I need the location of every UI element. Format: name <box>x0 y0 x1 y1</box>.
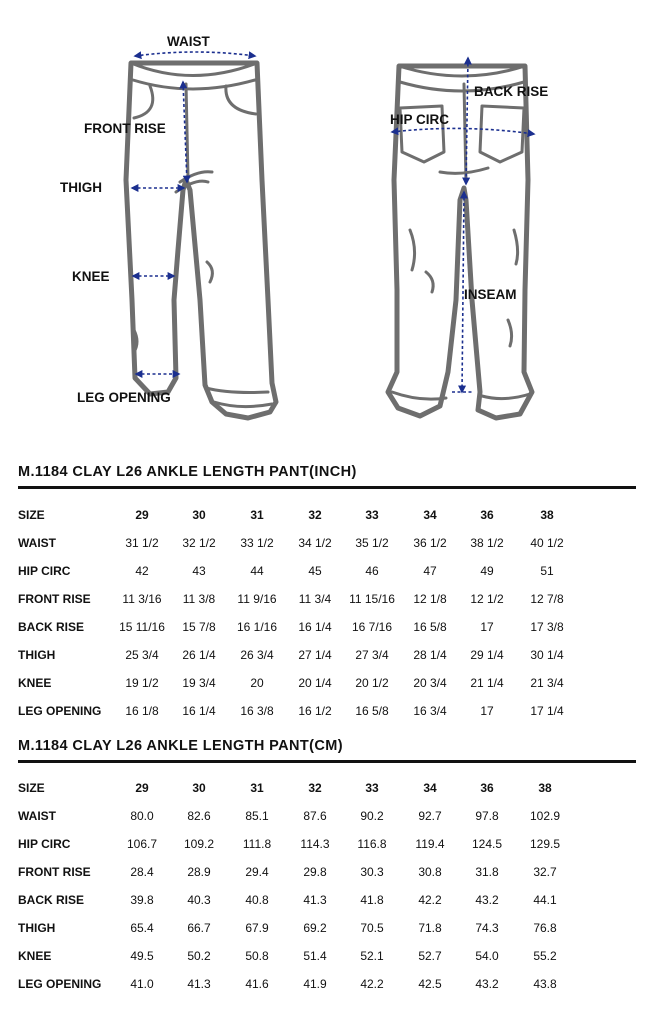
value-cell: 28 1/4 <box>413 648 447 662</box>
value-cell: 27 1/4 <box>298 648 332 662</box>
value-cell: 76.8 <box>533 921 557 935</box>
value-cell: 17 1/4 <box>530 704 564 718</box>
value-cell: 26 3/4 <box>240 648 274 662</box>
value-cell: 31.8 <box>475 865 499 879</box>
value-cell: 19 3/4 <box>182 676 216 690</box>
value-cell: 82.6 <box>187 809 211 823</box>
value-cell: 71.8 <box>418 921 442 935</box>
value-cell: 16 5/8 <box>355 704 389 718</box>
row-label: HIP CIRC <box>18 837 71 851</box>
value-cell: 16 1/16 <box>236 620 278 634</box>
table-title-inch: M.1184 CLAY L26 ANKLE LENGTH PANT(INCH) <box>18 464 357 480</box>
size-cell: 33 <box>365 781 379 795</box>
size-cell: 34 <box>423 781 437 795</box>
size-header-row <box>0 778 654 798</box>
value-cell: 16 7/16 <box>351 620 393 634</box>
value-cell: 20 <box>250 676 264 690</box>
label-waist: WAIST <box>167 34 210 49</box>
value-cell: 55.2 <box>533 949 557 963</box>
value-cell: 21 1/4 <box>470 676 504 690</box>
size-cell: 31 <box>250 508 264 522</box>
row-label: FRONT RISE <box>18 865 91 879</box>
size-cell: 34 <box>423 508 437 522</box>
value-cell: 39.8 <box>130 893 154 907</box>
table-title-cm: M.1184 CLAY L26 ANKLE LENGTH PANT(CM) <box>18 738 343 754</box>
value-cell: 69.2 <box>303 921 327 935</box>
table-row-waist <box>0 806 654 826</box>
row-label: LEG OPENING <box>18 977 102 991</box>
row-label: KNEE <box>18 676 52 690</box>
size-cell: 33 <box>365 508 379 522</box>
value-cell: 92.7 <box>418 809 442 823</box>
value-cell: 67.9 <box>245 921 269 935</box>
table-row-leg-opening <box>0 974 654 994</box>
size-cell: 32 <box>308 781 322 795</box>
value-cell: 43.2 <box>475 893 499 907</box>
value-cell: 52.1 <box>360 949 384 963</box>
value-cell: 29.8 <box>303 865 327 879</box>
value-cell: 12 1/8 <box>413 592 447 606</box>
value-cell: 29 1/4 <box>470 648 504 662</box>
value-cell: 31 1/2 <box>125 536 159 550</box>
table-row-knee <box>0 946 654 966</box>
value-cell: 29.4 <box>245 865 269 879</box>
row-label: BACK RISE <box>18 893 85 907</box>
value-cell: 106.7 <box>126 837 158 851</box>
size-cell: 38 <box>538 781 552 795</box>
value-cell: 52.7 <box>418 949 442 963</box>
value-cell: 11 3/16 <box>122 592 162 606</box>
value-cell: 30.8 <box>418 865 442 879</box>
value-cell: 90.2 <box>360 809 384 823</box>
value-cell: 49 <box>480 564 494 578</box>
value-cell: 41.8 <box>360 893 384 907</box>
value-cell: 11 3/4 <box>298 592 332 606</box>
value-cell: 32.7 <box>533 865 557 879</box>
row-label: FRONT RISE <box>18 592 91 606</box>
size-cell: 29 <box>135 508 149 522</box>
value-cell: 51 <box>540 564 554 578</box>
table-row-waist <box>0 533 654 553</box>
row-label: THIGH <box>18 648 56 662</box>
value-cell: 16 1/2 <box>298 704 332 718</box>
value-cell: 46 <box>365 564 379 578</box>
label-thigh: THIGH <box>60 180 102 195</box>
value-cell: 65.4 <box>130 921 154 935</box>
pant-measurement-diagram <box>0 0 654 440</box>
row-label: SIZE <box>18 781 45 795</box>
value-cell: 41.3 <box>187 977 211 991</box>
value-cell: 43 <box>192 564 206 578</box>
table-row-front-rise <box>0 589 654 609</box>
size-header-row <box>0 505 654 525</box>
value-cell: 27 3/4 <box>355 648 389 662</box>
table-row-hip-circ <box>0 834 654 854</box>
value-cell: 11 15/16 <box>349 592 395 606</box>
table-rule <box>18 486 636 489</box>
value-cell: 32 1/2 <box>182 536 216 550</box>
value-cell: 43.8 <box>533 977 557 991</box>
value-cell: 70.5 <box>360 921 384 935</box>
value-cell: 111.8 <box>242 837 272 851</box>
value-cell: 11 3/8 <box>182 592 216 606</box>
table-rule <box>18 760 636 763</box>
label-knee: KNEE <box>72 269 110 284</box>
value-cell: 66.7 <box>187 921 211 935</box>
row-label: THIGH <box>18 921 56 935</box>
value-cell: 42.2 <box>418 893 442 907</box>
value-cell: 42.2 <box>360 977 384 991</box>
value-cell: 129.5 <box>529 837 561 851</box>
value-cell: 97.8 <box>475 809 499 823</box>
row-label: BACK RISE <box>18 620 85 634</box>
value-cell: 49.5 <box>130 949 154 963</box>
value-cell: 28.9 <box>187 865 211 879</box>
table-row-hip-circ <box>0 561 654 581</box>
table-row-leg-opening <box>0 701 654 721</box>
value-cell: 16 1/4 <box>298 620 332 634</box>
front-pant-illustration <box>126 63 276 418</box>
value-cell: 12 7/8 <box>530 592 564 606</box>
value-cell: 109.2 <box>183 837 215 851</box>
value-cell: 16 3/8 <box>240 704 274 718</box>
value-cell: 44.1 <box>533 893 557 907</box>
value-cell: 124.5 <box>471 837 503 851</box>
table-row-front-rise <box>0 862 654 882</box>
value-cell: 54.0 <box>475 949 499 963</box>
row-label: LEG OPENING <box>18 704 102 718</box>
size-cell: 36 <box>480 781 494 795</box>
value-cell: 21 3/4 <box>530 676 564 690</box>
value-cell: 42.5 <box>418 977 442 991</box>
value-cell: 74.3 <box>475 921 499 935</box>
value-cell: 38 1/2 <box>470 536 504 550</box>
value-cell: 28.4 <box>130 865 154 879</box>
value-cell: 20 1/4 <box>298 676 332 690</box>
row-label: WAIST <box>18 536 56 550</box>
label-leg-opening: LEG OPENING <box>77 390 171 405</box>
value-cell: 87.6 <box>303 809 327 823</box>
value-cell: 36 1/2 <box>413 536 447 550</box>
value-cell: 85.1 <box>245 809 269 823</box>
table-row-back-rise <box>0 890 654 910</box>
value-cell: 41.3 <box>303 893 327 907</box>
value-cell: 33 1/2 <box>240 536 274 550</box>
size-cell: 30 <box>192 508 206 522</box>
value-cell: 44 <box>250 564 264 578</box>
value-cell: 35 1/2 <box>355 536 389 550</box>
value-cell: 40.3 <box>187 893 211 907</box>
value-cell: 17 <box>480 704 494 718</box>
value-cell: 17 3/8 <box>530 620 564 634</box>
value-cell: 43.2 <box>475 977 499 991</box>
value-cell: 20 1/2 <box>355 676 389 690</box>
value-cell: 15 7/8 <box>182 620 216 634</box>
label-front-rise: FRONT RISE <box>84 121 166 136</box>
value-cell: 114.3 <box>300 837 330 851</box>
label-back-rise: BACK RISE <box>474 84 549 99</box>
value-cell: 34 1/2 <box>298 536 332 550</box>
table-row-knee <box>0 673 654 693</box>
value-cell: 102.9 <box>529 809 561 823</box>
label-hip-circ: HIP CIRC <box>390 112 450 127</box>
value-cell: 40 1/2 <box>530 536 564 550</box>
row-label: SIZE <box>18 508 45 522</box>
row-label: KNEE <box>18 949 52 963</box>
value-cell: 25 3/4 <box>125 648 159 662</box>
row-label: HIP CIRC <box>18 564 71 578</box>
value-cell: 16 1/8 <box>125 704 159 718</box>
value-cell: 50.8 <box>245 949 269 963</box>
size-cell: 29 <box>135 781 149 795</box>
value-cell: 11 9/16 <box>237 592 277 606</box>
value-cell: 41.0 <box>130 977 154 991</box>
label-inseam: INSEAM <box>464 287 517 302</box>
value-cell: 15 11/16 <box>119 620 165 634</box>
size-cell: 30 <box>192 781 206 795</box>
value-cell: 16 1/4 <box>182 704 216 718</box>
value-cell: 16 5/8 <box>413 620 447 634</box>
size-cell: 38 <box>540 508 554 522</box>
value-cell: 30.3 <box>360 865 384 879</box>
row-label: WAIST <box>18 809 56 823</box>
value-cell: 50.2 <box>187 949 211 963</box>
table-row-back-rise <box>0 617 654 637</box>
value-cell: 119.4 <box>415 837 445 851</box>
value-cell: 19 1/2 <box>125 676 159 690</box>
value-cell: 80.0 <box>130 809 154 823</box>
size-cell: 36 <box>480 508 494 522</box>
value-cell: 40.8 <box>245 893 269 907</box>
size-cell: 31 <box>250 781 264 795</box>
value-cell: 47 <box>423 564 437 578</box>
value-cell: 41.9 <box>303 977 327 991</box>
value-cell: 42 <box>135 564 149 578</box>
value-cell: 51.4 <box>303 949 327 963</box>
value-cell: 45 <box>308 564 322 578</box>
table-row-thigh <box>0 645 654 665</box>
value-cell: 12 1/2 <box>470 592 504 606</box>
value-cell: 116.8 <box>357 837 387 851</box>
value-cell: 41.6 <box>245 977 269 991</box>
size-cell: 32 <box>308 508 322 522</box>
value-cell: 26 1/4 <box>182 648 216 662</box>
table-row-thigh <box>0 918 654 938</box>
value-cell: 16 3/4 <box>413 704 447 718</box>
value-cell: 30 1/4 <box>530 648 564 662</box>
value-cell: 20 3/4 <box>413 676 447 690</box>
value-cell: 17 <box>480 620 494 634</box>
